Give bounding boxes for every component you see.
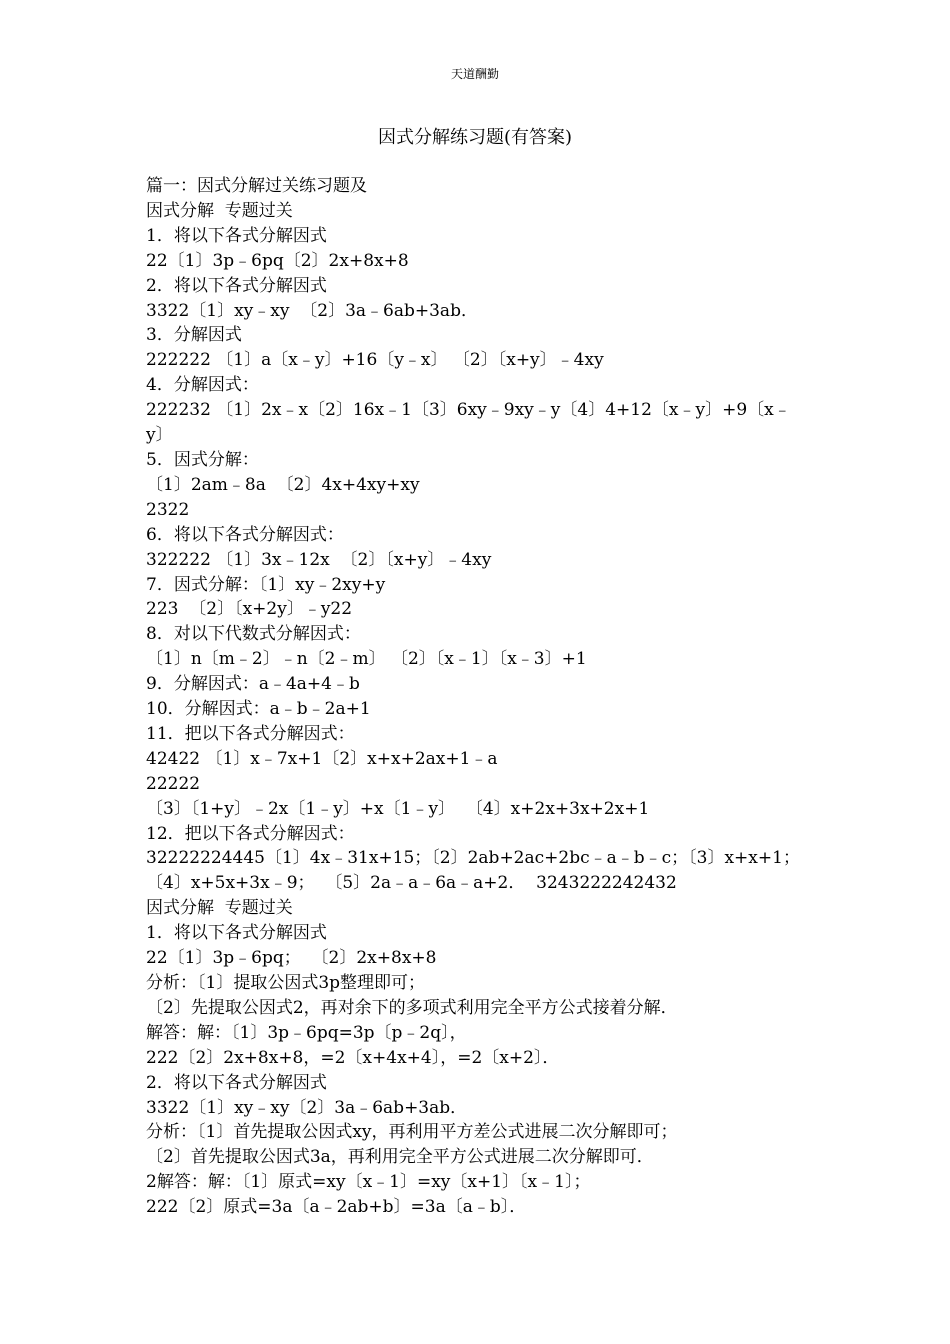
running-header: 天道酬勤 xyxy=(450,67,499,81)
text-line: 〔1〕2am﹣8a 〔2〕4x+4xy+xy xyxy=(146,474,420,495)
text-line: 2．将以下各式分解因式 xyxy=(146,1072,327,1093)
text-line: 1．将以下各式分解因式 xyxy=(146,923,327,944)
text-line: 1．将以下各式分解因式 xyxy=(146,225,327,246)
text-line: 222〔2〕原式=3a〔a﹣2ab+b〕=3a〔a﹣b〕． xyxy=(146,1197,527,1218)
text-line: 322222 〔1〕3x﹣12x 〔2〕〔x+y〕﹣4xy xyxy=(146,549,492,570)
text-line: 分析：〔1〕提取公因式3p整理即可； xyxy=(146,973,426,993)
text-line: 3322〔1〕xy﹣xy〔2〕3a﹣6ab+3ab． xyxy=(146,1097,468,1118)
text-line: 2．将以下各式分解因式 xyxy=(146,275,327,296)
text-line: 223 〔2〕〔x+2y〕﹣y22 xyxy=(146,599,353,620)
text-line: 222222 〔1〕a〔x﹣y〕+16〔y﹣x〕 〔2〕〔x+y〕﹣4xy xyxy=(146,350,604,371)
text-line: 因式分解 专题过关 xyxy=(146,200,293,221)
text-line: 8．对以下代数式分解因式： xyxy=(146,624,361,645)
text-line: 42422 〔1〕x﹣7x+1〔2〕x+x+2ax+1﹣a xyxy=(146,748,498,769)
text-line: 22〔1〕3p﹣6pq〔2〕2x+8x+8 xyxy=(146,250,409,271)
text-line: 篇一：因式分解过关练习题及 xyxy=(146,176,367,196)
text-line: 3322〔1〕xy﹣xy 〔2〕3a﹣6ab+3ab． xyxy=(146,300,478,321)
text-line: 222〔2〕2x+8x+8，=2〔x+4x+4〕，=2〔x+2〕． xyxy=(146,1047,560,1068)
text-line: 22〔1〕3p﹣6pq； 〔2〕2x+8x+8 xyxy=(146,948,437,969)
text-line: 32222224445〔1〕4x﹣31x+15；〔2〕2ab+2ac+2bc﹣a﹣b﹣c；〔3〕x+x+1； xyxy=(146,848,800,869)
text-line: 11．把以下各式分解因式： xyxy=(146,723,355,744)
text-line: 6．将以下各式分解因式： xyxy=(146,524,344,545)
text-line: 〔2〕先提取公因式2，再对余下的多项式利用完全平方公式接着分解． xyxy=(146,997,678,1018)
text-line: 〔1〕n〔m﹣2〕﹣n〔2﹣m〕 〔2〕〔x﹣1〕〔x﹣3〕+1 xyxy=(146,649,587,670)
text-line: 7．因式分解：〔1〕xy﹣2xy+y xyxy=(146,574,386,595)
text-line: 2解答：解：〔1〕原式=xy〔x﹣1〕=xy〔x+1〕〔x﹣1〕； xyxy=(146,1172,591,1193)
text-line: 〔3〕〔1+y〕﹣2x〔1﹣y〕+x〔1﹣y〕 〔4〕x+2x+3x+2x+1 xyxy=(146,798,650,819)
text-line: 10．分解因式：a﹣b﹣2a+1 xyxy=(146,699,371,720)
text-line: 9．分解因式：a﹣4a+4﹣b xyxy=(146,674,360,695)
text-line: 〔4〕x+5x+3x﹣9； 〔5〕2a﹣a﹣6a﹣a+2． 3243222242432 xyxy=(146,873,677,894)
text-line: 2322 xyxy=(146,499,190,520)
document-title: 因式分解练习题(有答案) xyxy=(377,127,573,148)
text-line: 3．分解因式 xyxy=(146,325,242,346)
text-line: 因式分解 专题过关 xyxy=(146,898,293,919)
text-line: 5．因式分解： xyxy=(146,449,259,470)
text-line: 分析：〔1〕首先提取公因式xy，再利用平方差公式进展二次分解即可； xyxy=(146,1122,678,1143)
text-line: 222232 〔1〕2x﹣x〔2〕16x﹣1〔3〕6xy﹣9xy﹣y〔4〕4+12〔x﹣y〕+9〔x﹣ xyxy=(146,400,791,421)
text-line: 22222 xyxy=(146,773,201,794)
text-line: 解答：解：〔1〕3p﹣6pq=3p〔p﹣2q〕， xyxy=(146,1022,467,1043)
text-line: 〔2〕首先提取公因式3a，再利用完全平方公式进展二次分解即可． xyxy=(146,1147,654,1168)
document-body xyxy=(146,174,806,1220)
text-line: 12．把以下各式分解因式： xyxy=(146,823,355,844)
text-line: y〕 xyxy=(146,425,173,446)
text-line: 4．分解因式： xyxy=(146,375,259,396)
